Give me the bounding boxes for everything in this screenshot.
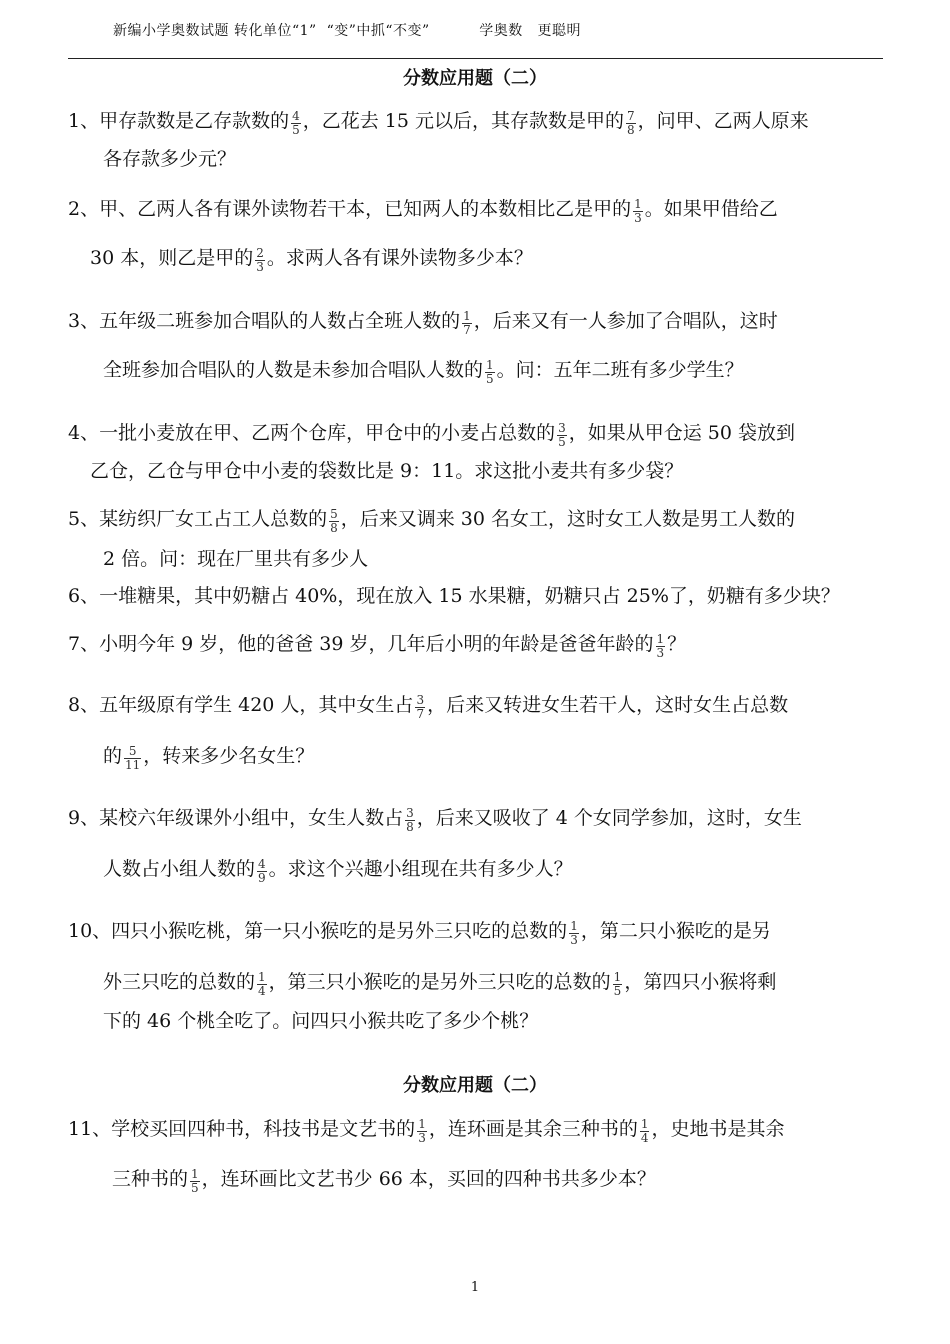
- problem-1-line-2: [103, 146, 236, 172]
- text-segment: 9、某校六年级课外小组中，女生人数占: [68, 807, 404, 829]
- fraction-denominator: 4: [640, 1130, 649, 1145]
- section-title-repeat: 分数应用题（二）: [403, 1075, 547, 1096]
- text-segment: 人数占小组人数的: [103, 858, 256, 880]
- fraction: [462, 310, 472, 337]
- fraction-numerator: 1: [191, 1166, 199, 1181]
- fraction: [415, 694, 425, 721]
- fraction-denominator: 3: [656, 645, 665, 660]
- problem-3-line-1: [68, 308, 778, 336]
- fraction-denominator: 3: [570, 932, 578, 947]
- page-header: 新编小学奥数试题 转化单位“1” “变”中抓“不变” 学奥数 更聪明: [113, 23, 582, 39]
- text-segment: ，问甲、乙两人原来: [637, 110, 809, 132]
- fraction: [255, 247, 265, 274]
- fraction-numerator: 1: [640, 1116, 649, 1131]
- fraction-numerator: 1: [486, 357, 494, 372]
- text-segment: ，第二只小猴吃的是另: [580, 920, 771, 942]
- problem-7-line-1: [68, 631, 686, 659]
- problem-2-line-2: [90, 245, 533, 273]
- text-segment: 2、甲、乙两人各有课外读物若干本，已知两人的本数相比乙是甲的: [68, 198, 632, 220]
- fraction-denominator: 7: [463, 322, 471, 337]
- text-segment: 4、一批小麦放在甲、乙两个仓库，甲仓中的小麦占总数的: [68, 422, 556, 444]
- text-segment: ，第三只小猴吃的是另外三只吃的总数的: [268, 971, 611, 993]
- fraction: [190, 1168, 200, 1195]
- problem-5-line-1: [68, 506, 795, 534]
- text-segment: 。问：五年二班有多少学生？: [496, 359, 744, 381]
- fraction-numerator: 1: [634, 196, 642, 211]
- fraction: [257, 971, 267, 998]
- text-segment: 30 本，则乙是甲的: [90, 247, 254, 269]
- fraction-numerator: 2: [256, 245, 264, 260]
- fraction-numerator: 4: [292, 108, 300, 123]
- text-segment: ，连环画是其余三种书的: [428, 1118, 638, 1140]
- text-segment: ，后来又吸收了 4 个女同学参加，这时，女生: [416, 807, 802, 829]
- text-segment: 乙仓，乙仓与甲仓中小麦的袋数比是 9：11。求这批小麦共有多少袋？: [90, 460, 684, 482]
- problem-11-line-1: [68, 1116, 785, 1144]
- text-segment: ，转来多少名女生？: [143, 745, 315, 767]
- fraction: [633, 198, 643, 225]
- fraction-denominator: 8: [406, 819, 414, 834]
- fraction-numerator: 3: [558, 420, 566, 435]
- fraction: [626, 110, 636, 137]
- text-segment: 。如果甲借给乙: [644, 198, 778, 220]
- problem-11-line-2: [112, 1166, 656, 1194]
- text-segment: ，如果从甲仓运 50 袋放到: [568, 422, 795, 444]
- text-segment: ，后来又有一人参加了合唱队，这时: [473, 310, 778, 332]
- fraction: [640, 1118, 650, 1145]
- text-segment: 外三只吃的总数的: [103, 971, 256, 993]
- fraction-denominator: 9: [258, 870, 266, 885]
- fraction-denominator: 8: [330, 520, 338, 535]
- text-segment: 3、五年级二班参加合唱队的人数占全班人数的: [68, 310, 461, 332]
- text-segment: 。求这个兴趣小组现在共有多少人？: [268, 858, 573, 880]
- section-title: 分数应用题（二）: [403, 68, 547, 89]
- problem-4-line-1: [68, 420, 795, 448]
- fraction-denominator: 5: [613, 983, 622, 998]
- fraction: [485, 359, 495, 386]
- text-segment: 1、甲存款数是乙存款数的: [68, 110, 290, 132]
- problem-2-line-1: [68, 196, 778, 224]
- text-segment: 三种书的: [112, 1168, 189, 1190]
- text-segment: 。求两人各有课外读物多少本？: [266, 247, 533, 269]
- problem-9-line-2: [103, 856, 573, 884]
- problem-4-line-2: [90, 458, 683, 484]
- fraction: [329, 508, 339, 535]
- fraction: [405, 807, 415, 834]
- fraction: [656, 633, 666, 660]
- text-segment: ，后来又调来 30 名女工，这时女工人数是男工人数的: [340, 508, 795, 530]
- text-segment: 6、一堆糖果，其中奶糖占 40%，现在放入 15 水果糖，奶糖只占 25%了，奶糖有多少块？: [68, 585, 840, 607]
- header-rule: [68, 58, 883, 59]
- text-segment: 2 倍。问：现在厂里共有多少人: [103, 548, 369, 570]
- fraction-numerator: 3: [406, 805, 414, 820]
- fraction: [257, 858, 267, 885]
- problem-10-line-2: [103, 969, 776, 997]
- fraction: [613, 971, 623, 998]
- text-segment: ，史地书是其余: [651, 1118, 785, 1140]
- text-segment: ，乙花去 15 元以后，其存款数是甲的: [302, 110, 624, 132]
- fraction-numerator: 4: [258, 856, 266, 871]
- fraction-numerator: 1: [613, 969, 622, 984]
- text-segment: 全班参加合唱队的人数是未参加合唱队人数的: [103, 359, 484, 381]
- problem-9-line-1: [68, 805, 802, 833]
- text-segment: 下的 46 个桃全吃了。问四只小猴共吃了多少个桃？: [103, 1010, 539, 1032]
- fraction: [124, 745, 141, 772]
- fraction-denominator: 5: [191, 1180, 199, 1195]
- fraction: [569, 920, 579, 947]
- problem-8-line-2: [103, 743, 314, 771]
- fraction: [417, 1118, 427, 1145]
- problem-3-line-2: [103, 357, 744, 385]
- text-segment: 8、五年级原有学生 420 人，其中女生占: [68, 694, 414, 716]
- fraction-denominator: 11: [125, 757, 141, 772]
- text-segment: 10、四只小猴吃桃，第一只小猴吃的是另外三只吃的总数的: [68, 920, 568, 942]
- fraction-numerator: 1: [570, 918, 578, 933]
- fraction-denominator: 4: [258, 983, 266, 998]
- text-segment: ，连环画比文艺书少 66 本，买回的四种书共多少本？: [201, 1168, 656, 1190]
- problem-10-line-1: [68, 918, 771, 946]
- problem-8-line-1: [68, 692, 788, 720]
- fraction-numerator: 1: [418, 1116, 426, 1131]
- text-segment: 7、小明今年 9 岁，他的爸爸 39 岁，几年后小明的年龄是爸爸年龄的: [68, 633, 654, 655]
- fraction: [557, 422, 567, 449]
- fraction-denominator: 5: [486, 371, 494, 386]
- text-segment: ？: [667, 633, 687, 655]
- fraction: [291, 110, 301, 137]
- fraction-denominator: 3: [418, 1130, 426, 1145]
- fraction-numerator: 1: [463, 308, 471, 323]
- fraction-numerator: 5: [330, 506, 338, 521]
- problem-6-line-1: [68, 583, 840, 609]
- fraction-denominator: 3: [634, 210, 642, 225]
- problem-10-line-3: [103, 1008, 538, 1034]
- fraction-numerator: 1: [656, 631, 665, 646]
- text-segment: 各存款多少元？: [103, 148, 237, 170]
- page-number: 1: [470, 1280, 480, 1295]
- fraction-denominator: 5: [292, 122, 300, 137]
- text-segment: ，后来又转进女生若干人，这时女生占总数: [427, 694, 789, 716]
- fraction-denominator: 5: [558, 434, 566, 449]
- text-segment: 的: [103, 745, 123, 767]
- fraction-numerator: 3: [416, 692, 425, 707]
- fraction-denominator: 8: [627, 122, 635, 137]
- problem-5-line-2: [103, 546, 368, 572]
- fraction-denominator: 3: [256, 259, 264, 274]
- fraction-numerator: 1: [258, 969, 266, 984]
- problem-1-line-1: [68, 108, 809, 136]
- text-segment: 11、学校买回四种书，科技书是文艺书的: [68, 1118, 416, 1140]
- fraction-denominator: 7: [416, 706, 425, 721]
- fraction-numerator: 5: [128, 743, 137, 758]
- text-segment: 5、某纺织厂女工占工人总数的: [68, 508, 328, 530]
- text-segment: ，第四只小猴将剩: [624, 971, 777, 993]
- fraction-numerator: 7: [627, 108, 635, 123]
